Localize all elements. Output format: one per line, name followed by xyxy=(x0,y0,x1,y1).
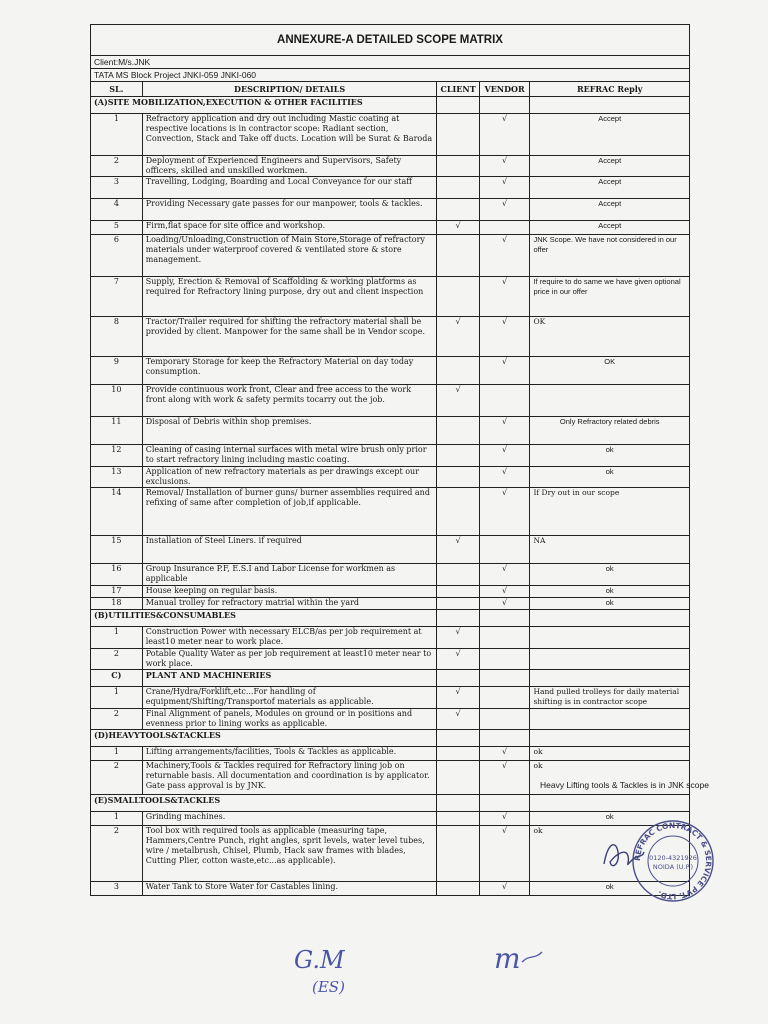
refrac-reply: Accept xyxy=(530,177,690,199)
vendor-check: √ xyxy=(479,317,530,357)
client-check: √ xyxy=(437,385,479,417)
client-check xyxy=(437,177,479,199)
vendor-check xyxy=(479,221,530,235)
vendor-check: √ xyxy=(479,564,530,586)
section-header-row xyxy=(91,730,690,747)
refrac-reply: OK xyxy=(530,317,690,357)
stamp-ring-text: REFRAC CONTRACT & SERVICE PVT. LTD. xyxy=(632,820,714,902)
table-row xyxy=(91,812,690,826)
vendor-check xyxy=(479,385,530,417)
row-description: Providing Necessary gate passes for our manpower, tools & tackles. xyxy=(142,199,437,221)
vendor-check: √ xyxy=(479,882,530,896)
table-row xyxy=(91,467,690,488)
vendor-check: √ xyxy=(479,357,530,385)
vendor-check: √ xyxy=(479,277,530,317)
refrac-reply: ok xyxy=(530,826,690,882)
client-check xyxy=(437,598,479,610)
vendor-check: √ xyxy=(479,488,530,536)
row-number: 1 xyxy=(91,812,143,826)
row-description: Application of new refractory materials as per drawings except our exclusions. xyxy=(142,467,437,488)
row-description: Construction Power with necessary ELCB/as per job requirement at least10 meter near to work place. xyxy=(142,627,437,649)
vendor-check xyxy=(479,627,530,649)
client-check: √ xyxy=(437,687,479,709)
section-header-row xyxy=(91,670,690,687)
stamp-city: NOIDA (U.P.) xyxy=(652,863,694,871)
refrac-reply: ok xyxy=(530,598,690,610)
row-number: 9 xyxy=(91,357,143,385)
header-sl: SL. xyxy=(91,82,143,97)
table-row xyxy=(91,649,690,670)
table-row xyxy=(91,177,690,199)
table-row xyxy=(91,357,690,385)
section-header-row xyxy=(91,97,690,114)
refrac-reply: NA xyxy=(530,536,690,564)
scope-matrix-table xyxy=(90,24,690,896)
row-description: Group Insurance P.F, E.S.I and Labor License for workmen as applicable xyxy=(142,564,437,586)
row-number: 1 xyxy=(91,687,143,709)
client-check xyxy=(437,761,479,795)
client-check xyxy=(437,882,479,896)
row-number: 2 xyxy=(91,826,143,882)
row-number: 11 xyxy=(91,417,143,445)
table-row xyxy=(91,488,690,536)
refrac-reply: ok xyxy=(530,445,690,467)
client-check: √ xyxy=(437,221,479,235)
table-row xyxy=(91,627,690,649)
row-description: Installation of Steel Liners. if required xyxy=(142,536,437,564)
row-number: 2 xyxy=(91,761,143,795)
row-description: Manual trolley for refractory matrial within the yard xyxy=(142,598,437,610)
client-check xyxy=(437,564,479,586)
row-number: 16 xyxy=(91,564,143,586)
row-description: Firm,flat space for site office and workshop. xyxy=(142,221,437,235)
client-check xyxy=(437,235,479,277)
refrac-reply: Accept xyxy=(530,114,690,156)
table-row xyxy=(91,317,690,357)
row-description: Tractor/Trailer required for shifting the refractory material shall be provided by client. Manpower for the same shall be in Vendor scope. xyxy=(142,317,437,357)
empty-cell xyxy=(530,670,690,687)
empty-cell xyxy=(530,610,690,627)
client-check xyxy=(437,812,479,826)
row-number: 1 xyxy=(91,114,143,156)
project-line: TATA MS Block Project JNKI-059 JNKI-060 xyxy=(91,69,690,82)
row-number: 14 xyxy=(91,488,143,536)
row-number: 15 xyxy=(91,536,143,564)
table-row xyxy=(91,536,690,564)
vendor-check: √ xyxy=(479,177,530,199)
table-row xyxy=(91,417,690,445)
refrac-reply: ok xyxy=(530,586,690,598)
refrac-reply: ok xyxy=(530,467,690,488)
vendor-check: √ xyxy=(479,114,530,156)
handwritten-initials-right xyxy=(492,940,562,980)
empty-cell xyxy=(530,730,690,747)
refrac-reply: Hand pulled trolleys for daily material shifting is in contractor scope xyxy=(530,687,690,709)
svg-text:G.M: G.M xyxy=(294,946,345,974)
row-description: Deployment of Experienced Engineers and Supervisors, Safety officers, skilled and unskilled workmen. xyxy=(142,156,437,177)
client-check: √ xyxy=(437,649,479,670)
client-check xyxy=(437,114,479,156)
row-description: Cleaning of casing internal surfaces with metal wire brush only prior to start refractory lining including mastic coating. xyxy=(142,445,437,467)
header-row xyxy=(91,82,690,97)
vendor-check: √ xyxy=(479,156,530,177)
section-header-row xyxy=(91,795,690,812)
empty-cell xyxy=(479,610,530,627)
row-description: Crane/Hydra/Forklift,etc...For handling of equipment/Shifting/Transportof materials as applicable. xyxy=(142,687,437,709)
stamp-phone: 0120-4321926 xyxy=(649,854,697,862)
table-row xyxy=(91,277,690,317)
client-line: Client:M/s.JNK xyxy=(91,56,690,69)
client-check xyxy=(437,417,479,445)
row-description: Supply, Erection & Removal of Scaffolding & working platforms as required for Refractory lining purpose, dry out and client inspection xyxy=(142,277,437,317)
refrac-reply: ok xyxy=(530,761,690,795)
row-number: 3 xyxy=(91,177,143,199)
refrac-reply: ok xyxy=(530,882,690,896)
row-number: 18 xyxy=(91,598,143,610)
table-row xyxy=(91,235,690,277)
row-number: 7 xyxy=(91,277,143,317)
table-row xyxy=(91,114,690,156)
table-row xyxy=(91,598,690,610)
vendor-check: √ xyxy=(479,417,530,445)
row-description: Final Alignment of panels, Modules on ground or in positions and evenness prior to lining works as applicable. xyxy=(142,709,437,730)
refrac-reply: If require to do same we have given optional price in our offer xyxy=(530,277,690,317)
empty-cell xyxy=(437,730,479,747)
empty-cell xyxy=(530,97,690,114)
row-number: 5 xyxy=(91,221,143,235)
refrac-reply xyxy=(530,627,690,649)
overflow-note: Heavy Lifting tools & Tackles is in JNK scope xyxy=(540,780,709,790)
section-title: PLANT AND MACHINERIES xyxy=(142,670,437,687)
client-check xyxy=(437,467,479,488)
row-number: 4 xyxy=(91,199,143,221)
row-description: Loading/Unloading,Construction of Main Store,Storage of refractory materials under waterproof covered & ventilated store & store management. xyxy=(142,235,437,277)
table-row xyxy=(91,747,690,761)
row-number: 2 xyxy=(91,709,143,730)
client-check xyxy=(437,277,479,317)
vendor-check: √ xyxy=(479,826,530,882)
row-description: Removal/ Installation of burner guns/ burner assemblies required and refixing of same after completion of job,if applicable. xyxy=(142,488,437,536)
header-description: DESCRIPTION/ DETAILS xyxy=(142,82,437,97)
row-number: 6 xyxy=(91,235,143,277)
vendor-check xyxy=(479,649,530,670)
section-title: (A)SITE MOBILIZATION,EXECUTION & OTHER FACILITIES xyxy=(91,97,437,114)
client-check: √ xyxy=(437,317,479,357)
empty-cell xyxy=(530,795,690,812)
table-row xyxy=(91,882,690,896)
table-row xyxy=(91,445,690,467)
row-number: 13 xyxy=(91,467,143,488)
row-description: Refractory application and dry out including Mastic coating at respective locations is in contractor scope: Radiant section, Convection, Stack and Take off ducts. Location will be Surat & Baroda xyxy=(142,114,437,156)
row-description: Water Tank to Store Water for Castables lining. xyxy=(142,882,437,896)
vendor-check xyxy=(479,687,530,709)
refrac-reply: ok xyxy=(530,564,690,586)
refrac-reply xyxy=(530,709,690,730)
refrac-reply xyxy=(530,649,690,670)
table-row xyxy=(91,564,690,586)
row-description: Tool box with required tools as applicable (measuring tape, Hammers,Centre Punch, right angles, sprit levels, water level tubes, wire / metalbrush, Chisel, Plumb, Hack saw frames with blades, Cutting Plier, cotton waste,etc...as applicable). xyxy=(142,826,437,882)
empty-cell xyxy=(437,670,479,687)
vendor-check: √ xyxy=(479,812,530,826)
refrac-reply: Accept xyxy=(530,221,690,235)
row-description: Temporary Storage for keep the Refractory Material on day today consumption. xyxy=(142,357,437,385)
client-check: √ xyxy=(437,709,479,730)
vendor-check: √ xyxy=(479,445,530,467)
client-check: √ xyxy=(437,536,479,564)
refrac-reply: ok xyxy=(530,812,690,826)
row-number: 10 xyxy=(91,385,143,417)
table-row xyxy=(91,199,690,221)
client-check xyxy=(437,586,479,598)
section-title: (B)UTILITIES&CONSUMABLES xyxy=(91,610,437,627)
row-description: Travelling, Lodging, Boarding and Local Conveyance for our staff xyxy=(142,177,437,199)
client-check xyxy=(437,445,479,467)
table-row xyxy=(91,385,690,417)
row-number: 3 xyxy=(91,882,143,896)
vendor-check: √ xyxy=(479,761,530,795)
vendor-check: √ xyxy=(479,747,530,761)
header-client: CLIENT xyxy=(437,82,479,97)
row-number: 1 xyxy=(91,747,143,761)
row-number: 2 xyxy=(91,649,143,670)
row-description: House keeping on regular basis. xyxy=(142,586,437,598)
header-vendor: VENDOR xyxy=(479,82,530,97)
table-row xyxy=(91,687,690,709)
table-row xyxy=(91,221,690,235)
row-description: Potable Quality Water as per job requirement at least10 meter near to work place. xyxy=(142,649,437,670)
client-check xyxy=(437,747,479,761)
refrac-reply: OK xyxy=(530,357,690,385)
empty-cell xyxy=(437,610,479,627)
table-row xyxy=(91,156,690,177)
client-check xyxy=(437,199,479,221)
row-description: Machinery,Tools & Tackles required for Refractory lining job on returnable basis. All documentation and coordination is by applicator. Gate pass approval is by JNK. xyxy=(142,761,437,795)
client-check xyxy=(437,488,479,536)
client-check: √ xyxy=(437,627,479,649)
refrac-reply: If Dry out in our scope xyxy=(530,488,690,536)
row-number: 1 xyxy=(91,627,143,649)
empty-cell xyxy=(437,795,479,812)
vendor-check: √ xyxy=(479,586,530,598)
section-label: C) xyxy=(91,670,143,687)
client-check xyxy=(437,357,479,385)
row-description: Lifting arrangements/facilities, Tools & Tackles as applicable. xyxy=(142,747,437,761)
empty-cell xyxy=(479,730,530,747)
refrac-reply xyxy=(530,385,690,417)
row-number: 17 xyxy=(91,586,143,598)
row-number: 12 xyxy=(91,445,143,467)
refrac-reply: Accept xyxy=(530,156,690,177)
svg-text:(ES): (ES) xyxy=(312,978,345,996)
page-title: ANNEXURE-A DETAILED SCOPE MATRIX xyxy=(91,25,690,56)
row-description: Grinding machines. xyxy=(142,812,437,826)
section-header-row xyxy=(91,610,690,627)
signature-scribble xyxy=(598,834,650,876)
row-description: Disposal of Debris within shop premises. xyxy=(142,417,437,445)
vendor-check: √ xyxy=(479,598,530,610)
row-description: Provide continuous work front, Clear and free access to the work front along with work & safety permits tocarry out the job. xyxy=(142,385,437,417)
refrac-reply: Accept xyxy=(530,199,690,221)
empty-cell xyxy=(437,97,479,114)
client-check xyxy=(437,156,479,177)
vendor-check: √ xyxy=(479,467,530,488)
table-row xyxy=(91,586,690,598)
refrac-reply: JNK Scope. We have not considered in our offer xyxy=(530,235,690,277)
client-check xyxy=(437,826,479,882)
row-number: 2 xyxy=(91,156,143,177)
refrac-reply: Only Refractory related debris xyxy=(530,417,690,445)
empty-cell xyxy=(479,670,530,687)
vendor-check: √ xyxy=(479,235,530,277)
empty-cell xyxy=(479,97,530,114)
row-number: 8 xyxy=(91,317,143,357)
table-row xyxy=(91,709,690,730)
section-title: (E)SMALLTOOLS&TACKLES xyxy=(91,795,437,812)
svg-text:m: m xyxy=(494,942,521,975)
vendor-check: √ xyxy=(479,199,530,221)
section-title: (D)HEAVYTOOLS&TACKLES xyxy=(91,730,437,747)
header-refrac-reply: REFRAC Reply xyxy=(530,82,690,97)
handwritten-initials-left xyxy=(290,940,380,1000)
document-sheet xyxy=(90,24,690,896)
empty-cell xyxy=(479,795,530,812)
vendor-check xyxy=(479,709,530,730)
vendor-check xyxy=(479,536,530,564)
refrac-reply: ok xyxy=(530,747,690,761)
